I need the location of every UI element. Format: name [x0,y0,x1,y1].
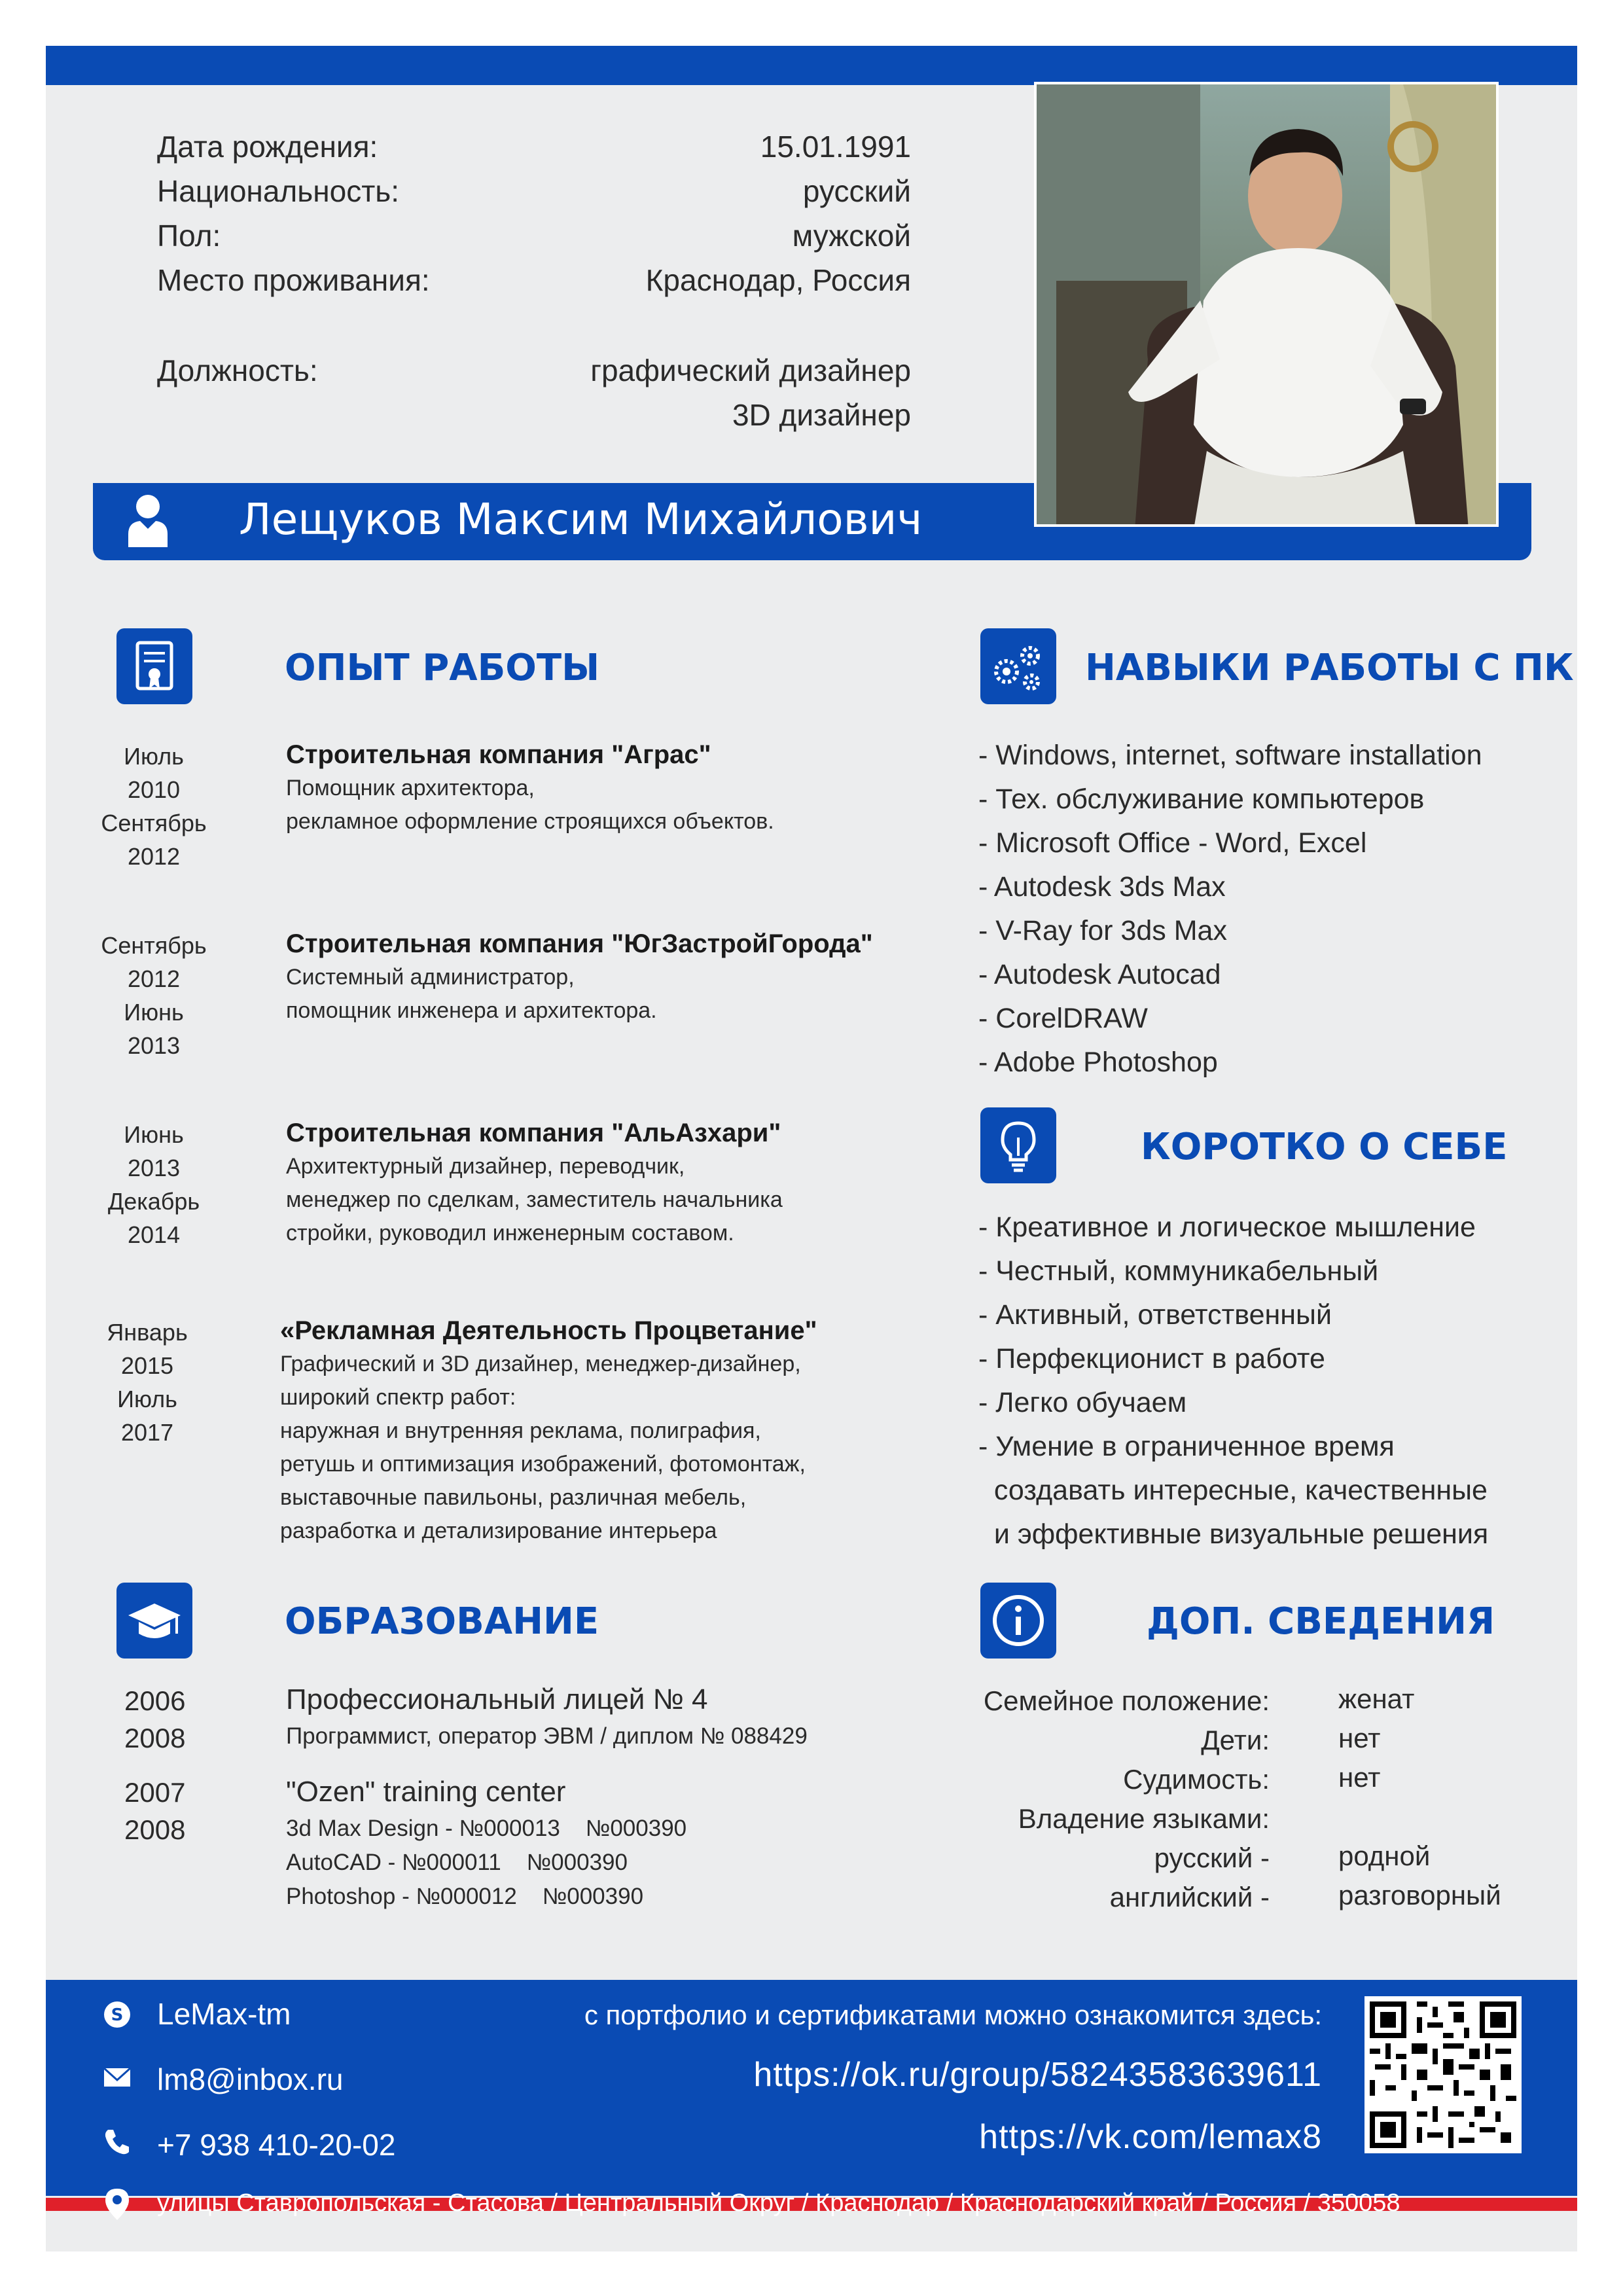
job-4-start-year: 2015 [120,1352,174,1379]
marital-status-label: Семейное положение: [983,1685,1270,1716]
job-4-company: «Рекламная Деятельность Процветание" [280,1316,817,1345]
full-name: Лещуков Максим Михайлович [239,494,923,545]
profile-photo [1034,82,1499,527]
nationality-value: русский [802,174,911,208]
about-item: - Честный, коммуникабельный [978,1255,1379,1287]
job-4-end-month: Июль [117,1386,177,1412]
job-3-start-year: 2013 [127,1155,181,1181]
job-1-end-year: 2012 [127,843,181,870]
edu-2-end-year: 2008 [124,1814,186,1845]
skills-title: НАВЫКИ РАБОТЫ С ПК [1085,647,1574,689]
extra-title: ДОП. СВЕДЕНИЯ [1147,1600,1495,1643]
education-title: ОБРАЗОВАНИЕ [285,1600,599,1643]
position-label: Должность: [157,353,318,387]
job-4-end-year: 2017 [120,1419,174,1446]
language-english-label: английский - [1109,1882,1270,1912]
job-4-line: выставочные павильоны, различная мебель, [280,1485,747,1510]
about-item: - Активный, ответственный [978,1299,1332,1331]
job-4-dates [75,1316,219,1449]
profile-photo-illustration [1037,84,1499,527]
graduation-cap-icon [116,1583,192,1659]
job-4-details [280,1314,817,1548]
job-4-line: наружная и внутренняя реклама, полиграфия, [280,1418,761,1443]
job-2-line: Системный администратор, [286,965,575,990]
job-3-end-month: Декабрь [107,1188,200,1215]
email-link[interactable]: lm8@inbox.ru [157,2062,344,2096]
person-icon [124,492,171,548]
edu-1-start-year: 2006 [124,1685,186,1716]
edu-2-line: 3d Max Design - №000013 №000390 [286,1816,687,1841]
location-pin-icon [101,2187,133,2221]
job-3-line: Архитектурный дизайнер, переводчик, [286,1154,685,1179]
residence-value: Краснодар, Россия [645,263,911,297]
residence-label: Место проживания: [157,263,430,297]
criminal-record-label: Судимость: [1123,1764,1270,1795]
job-3-dates [82,1118,226,1251]
job-2-line: помощник инженера и архитектора. [286,998,657,1023]
certificate-icon [116,628,192,704]
job-2-start-year: 2012 [127,965,181,992]
about-title: КОРОТКО О СЕБЕ [1141,1126,1508,1168]
job-4-line: ретушь и оптимизация изображений, фотомонтаж, [280,1452,806,1477]
job-3-start-month: Июнь [124,1121,184,1148]
edu-1-line: Программист, оператор ЭВМ / диплом № 088429 [286,1723,808,1749]
job-3-line: менеджер по сделкам, заместитель начальника [286,1187,783,1212]
address: улицы Ставропольская - Стасова / Центральный Округ / Краснодар / Краснодарский край / Россия / 350058 [157,2189,1400,2217]
job-1-start-year: 2010 [127,776,181,803]
skype-handle[interactable]: LeMax-tm [157,1997,291,2031]
ok-link[interactable]: https://ok.ru/group/58243583639611 [753,2056,1322,2094]
language-english-value: разговорный [1338,1880,1501,1910]
job-4-line: разработка и детализирование интерьера [280,1518,717,1543]
gears-icon [980,628,1056,704]
edu-2-title: "Ozen" training center [286,1776,566,1808]
phone-number[interactable]: +7 938 410-20-02 [157,2128,396,2162]
job-3-company: Строительная компания "АльАзхари" [286,1119,781,1147]
edu-2-line: AutoCAD - №000011 №000390 [286,1850,628,1875]
job-4-line: Графический и 3D дизайнер, менеджер-дизайнер, [280,1352,801,1376]
skill-item: - Adobe Photoshop [978,1047,1218,1078]
gender-label: Пол: [157,219,221,253]
skill-item: - Autodesk 3ds Max [978,871,1226,903]
lightbulb-icon [980,1107,1056,1183]
job-2-end-year: 2013 [127,1032,181,1059]
email-icon [101,2062,133,2093]
position-value-2: 3D дизайнер [732,398,911,432]
job-3-details [286,1117,783,1250]
skill-item: - CorelDRAW [978,1003,1148,1034]
about-item: создавать интересные, качественные [978,1475,1488,1506]
birth-date-label: Дата рождения: [157,130,378,164]
phone-icon [101,2126,133,2157]
edu-2-line: Photoshop - №000012 №000390 [286,1884,644,1909]
vk-link[interactable]: https://vk.com/lemax8 [979,2118,1322,2156]
gender-value: мужской [792,219,911,253]
position-value-1: графический дизайнер [590,353,911,387]
skype-icon [101,1999,133,2030]
job-3-end-year: 2014 [127,1221,181,1248]
marital-status-value: женат [1338,1683,1415,1714]
job-2-dates [82,929,226,1062]
birth-date-value: 15.01.1991 [760,130,911,164]
portfolio-note: с портфолио и сертификатами можно ознакомится здесь: [584,2000,1322,2030]
job-1-start-month: Июль [124,743,184,770]
job-3-line: стройки, руководил инженерным составом. [286,1221,734,1246]
top-bar [46,46,1577,85]
qr-code-pattern [1370,2001,1516,2148]
qr-code[interactable] [1364,1996,1522,2153]
language-russian-label: русский - [1154,1842,1270,1873]
job-1-dates [82,740,226,873]
children-label: Дети: [1201,1725,1270,1755]
job-2-end-month: Июнь [124,999,184,1026]
job-1-line: рекламное оформление строящихся объектов. [286,809,774,834]
about-item: - Умение в ограниченное время [978,1431,1395,1462]
job-2-details [286,927,873,1028]
job-4-start-month: Январь [107,1319,188,1346]
skill-item: - Тех. обслуживание компьютеров [978,783,1425,815]
job-1-line: Помощник архитектора, [286,776,535,800]
job-1-end-month: Сентябрь [101,810,207,836]
svg-text:S: S [111,2005,124,2025]
about-item: - Креативное и логическое мышление [978,1211,1476,1243]
edu-2-start-year: 2007 [124,1777,186,1808]
children-value: нет [1338,1723,1381,1753]
nationality-label: Национальность: [157,174,400,208]
job-2-start-month: Сентябрь [101,932,207,959]
language-russian-value: родной [1338,1840,1431,1871]
job-2-company: Строительная компания "ЮгЗастройГорода" [286,929,873,958]
job-1-company: Строительная компания "Аграс" [286,740,711,769]
about-item: - Легко обучаем [978,1387,1187,1418]
about-item: и эффективные визуальные решения [978,1518,1489,1550]
job-1-details [286,738,774,838]
skill-item: - Windows, internet, software installation [978,740,1482,771]
about-item: - Перфекционист в работе [978,1343,1325,1374]
edu-1-title: Профессиональный лицей № 4 [286,1683,708,1715]
skill-item: - V-Ray for 3ds Max [978,915,1227,946]
experience-title: ОПЫТ РАБОТЫ [285,647,600,689]
skill-item: - Autodesk Autocad [978,959,1221,990]
languages-label: Владение языками: [1018,1803,1270,1834]
criminal-record-value: нет [1338,1762,1381,1793]
skill-item: - Microsoft Office - Word, Excel [978,827,1367,859]
info-icon [980,1583,1056,1659]
edu-1-end-year: 2008 [124,1723,186,1753]
job-4-line: широкий спектр работ: [280,1385,516,1410]
